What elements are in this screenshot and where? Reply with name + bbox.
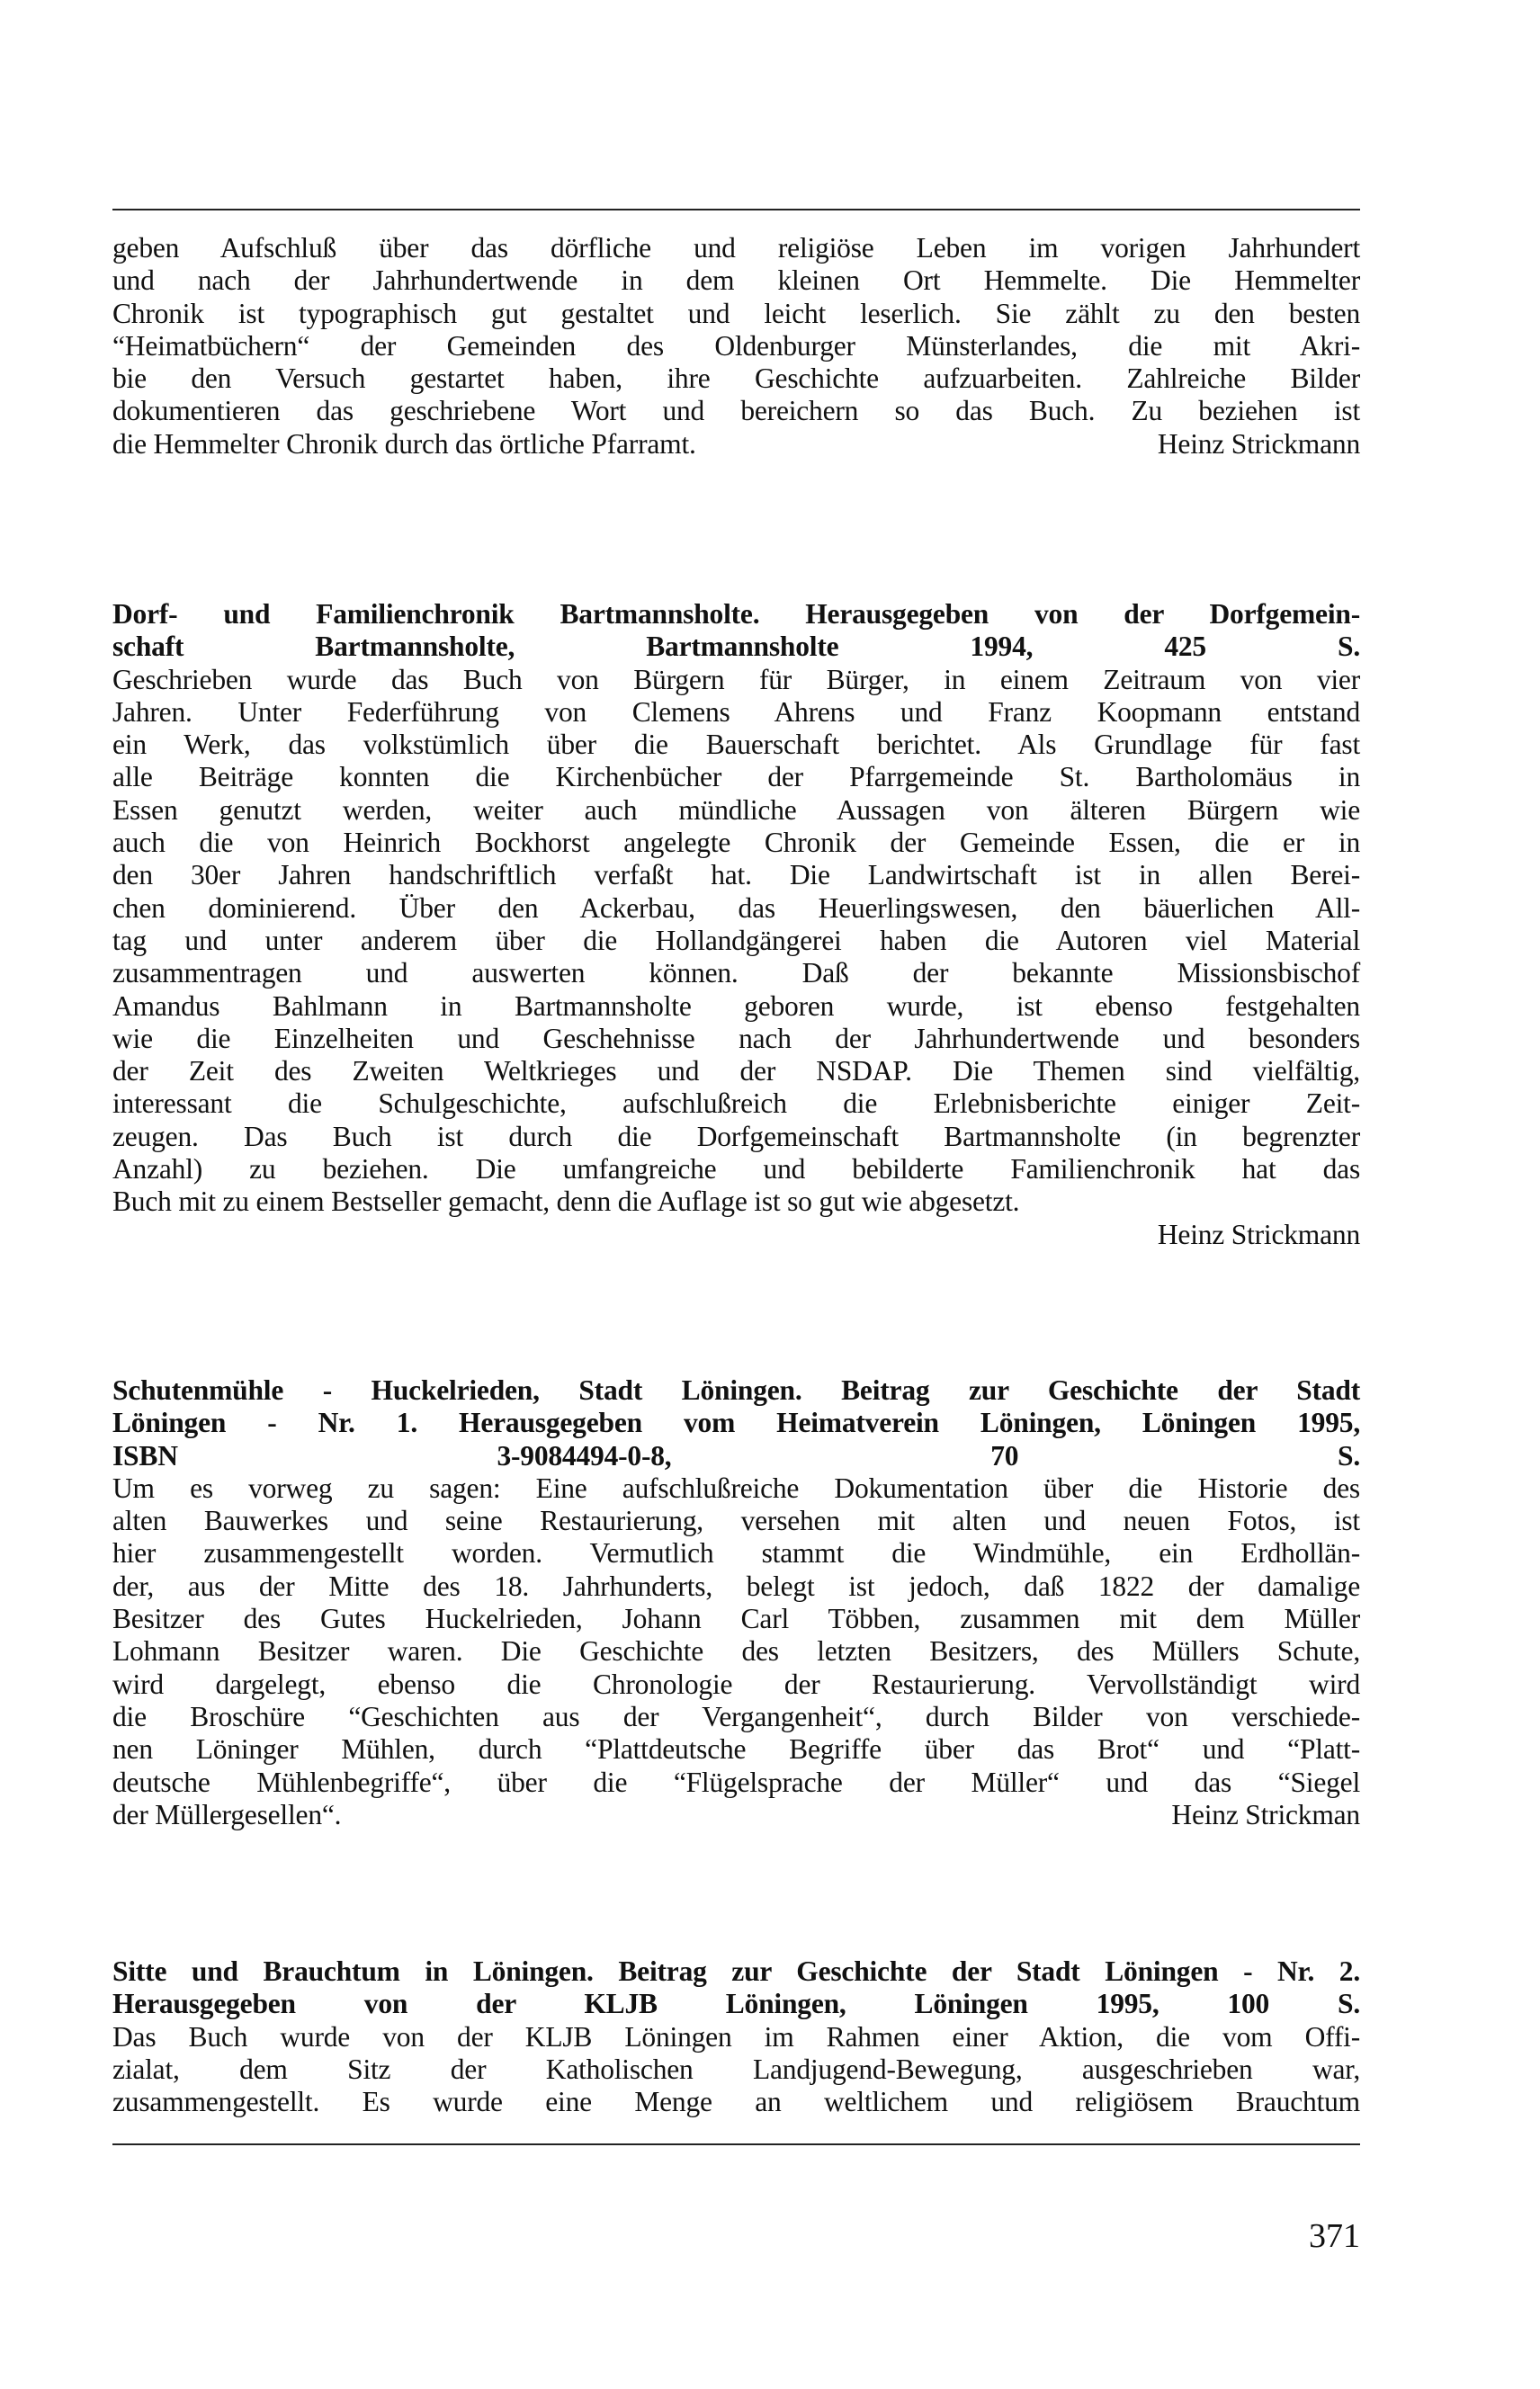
body-line: alle Beiträge konnten die Kirchenbücher der Pfarrgemeinde St. Bartholomäus in — [112, 761, 1360, 793]
body-line: dokumentieren das geschriebene Wort und bereichern so das Buch. Zu beziehen ist — [112, 395, 1360, 427]
body-line: Amandus Bahlmann in Bartmannsholte geboren wurde, ist ebenso festgehalten — [112, 989, 1360, 1022]
heading-line: Sitte und Brauchtum in Löningen. Beitrag zur Geschichte der Stadt Löningen - Nr. 2. — [112, 1955, 1360, 1987]
review-hemmelter-chronik-end — [112, 232, 1360, 461]
author-signature: Heinz Strickmann — [1157, 427, 1360, 460]
heading-line: Schutenmühle - Huckelrieden, Stadt Löningen. Beitrag zur Geschichte der Stadt — [112, 1374, 1360, 1406]
body-line: den 30er Jahren handschriftlich verfaßt hat. Die Landwirtschaft ist in allen Berei- — [112, 859, 1360, 891]
review-bartmannsholte — [112, 598, 1360, 1251]
body-line: Um es vorweg zu sagen: Eine aufschlußreiche Dokumentation über die Historie des — [112, 1472, 1360, 1504]
heading-line: Dorf- und Familienchronik Bartmannsholte. Herausgegeben von der Dorfgemein- — [112, 598, 1360, 630]
body-line: der, aus der Mitte des 18. Jahrhunderts, belegt ist jedoch, daß 1822 der damalige — [112, 1570, 1360, 1602]
body-line: tag und unter anderem über die Hollandgängerei haben die Autoren viel Material — [112, 924, 1360, 956]
body-line: die Broschüre “Geschichten aus der Vergangenheit“, durch Bilder von verschiede- — [112, 1700, 1360, 1732]
body-line-with-signature — [112, 428, 1360, 461]
body-line: auch die von Heinrich Bockhorst angelegte Chronik der Gemeinde Essen, die er in — [112, 827, 1360, 859]
author-signature: Heinz Strickman — [1171, 1798, 1360, 1830]
body-line: “Heimatbüchern“ der Gemeinden des Oldenburger Münsterlandes, die mit Akri- — [112, 329, 1360, 362]
body-line: Buch mit zu einem Bestseller gemacht, denn die Auflage ist so gut wie abgesetzt. — [112, 1186, 1020, 1218]
body-line: deutsche Mühlenbegriffe“, über die “Flügelsprache der Müller“ und das “Siegel — [112, 1766, 1360, 1798]
body-line: zeugen. Das Buch ist durch die Dorfgemeinschaft Bartmannsholte (in begrenzter — [112, 1120, 1360, 1152]
body-line: Essen genutzt werden, weiter auch mündliche Aussagen von älteren Bürgern wie — [112, 793, 1360, 826]
body-line: alten Bauwerkes und seine Restaurierung, versehen mit alten und neuen Fotos, ist — [112, 1505, 1360, 1537]
body-line: ein Werk, das volkstümlich über die Bauerschaft berichtet. Als Grundlage für fast — [112, 729, 1360, 761]
review-schutenmuehle — [112, 1374, 1360, 1831]
body-line: nen Löninger Mühlen, durch “Plattdeutsche Begriffe über das Brot“ und “Platt- — [112, 1733, 1360, 1766]
body-line: wie die Einzelheiten und Geschehnisse nach der Jahrhundertwende und besonders — [112, 1022, 1360, 1054]
body-line: Jahren. Unter Federführung von Clemens Ahrens und Franz Koopmann entstand — [112, 695, 1360, 728]
body-line: chen dominierend. Über den Ackerbau, das Heuerlingswesen, den bäuerlichen All- — [112, 891, 1360, 924]
body-line: Das Buch wurde von der KLJB Löningen im Rahmen einer Aktion, die vom Offi- — [112, 2020, 1360, 2053]
body-line-with-signature — [112, 1799, 1360, 1831]
body-line: der Zeit des Zweiten Weltkrieges und der NSDAP. Die Themen sind vielfältig, — [112, 1055, 1360, 1087]
page-number: 371 — [1309, 2217, 1360, 2255]
author-signature: Heinz Strickmann — [1157, 1218, 1360, 1250]
heading-line: schaft Bartmannsholte, Bartmannsholte 1994, 425 S. — [112, 631, 1360, 663]
heading-line: ISBN 3-9084494-0-8, 70 S. — [112, 1439, 1360, 1472]
body-line: Lohmann Besitzer waren. Die Geschichte des letzten Besitzers, des Müllers Schute, — [112, 1635, 1360, 1668]
body-line: Anzahl) zu beziehen. Die umfangreiche und bebilderte Familienchronik hat das — [112, 1153, 1360, 1186]
review-sitte-brauchtum — [112, 1955, 1360, 2118]
body-line: Chronik ist typographisch gut gestaltet und leicht leserlich. Sie zählt zu den besten — [112, 297, 1360, 329]
body-line: geben Aufschluß über das dörfliche und religiöse Leben im vorigen Jahrhundert — [112, 232, 1360, 264]
heading-line: Herausgegeben von der KLJB Löningen, Löningen 1995, 100 S. — [112, 1988, 1360, 2020]
body-line: wird dargelegt, ebenso die Chronologie der Restaurierung. Vervollständigt wird — [112, 1668, 1360, 1700]
top-rule — [112, 209, 1360, 210]
body-text: die Hemmelter Chronik durch das örtliche Pfarramt. — [112, 427, 696, 460]
body-line: interessant die Schulgeschichte, aufschlußreich die Erlebnisberichte einiger Zeit- — [112, 1087, 1360, 1120]
body-line: zialat, dem Sitz der Katholischen Landjugend-Bewegung, ausgeschrieben war, — [112, 2053, 1360, 2085]
body-line: hier zusammengestellt worden. Vermutlich stammt die Windmühle, ein Erdhollän- — [112, 1537, 1360, 1570]
bottom-rule — [112, 2143, 1360, 2145]
body-line: und nach der Jahrhundertwende in dem kleinen Ort Hemmelte. Die Hemmelter — [112, 264, 1360, 297]
body-line: Besitzer des Gutes Huckelrieden, Johann Carl Többen, zusammen mit dem Müller — [112, 1603, 1360, 1635]
body-line: bie den Versuch gestartet haben, ihre Geschichte aufzuarbeiten. Zahlreiche Bilder — [112, 362, 1360, 395]
body-line: Geschrieben wurde das Buch von Bürgern für Bürger, in einem Zeitraum von vier — [112, 663, 1360, 695]
body-line: zusammengestellt. Es wurde eine Menge an weltlichem und religiösem Brauchtum — [112, 2086, 1360, 2118]
body-line: zusammentragen und auswerten können. Daß der bekannte Missionsbischof — [112, 957, 1360, 989]
heading-line: Löningen - Nr. 1. Herausgegeben vom Heimatverein Löningen, Löningen 1995, — [112, 1407, 1360, 1439]
body-text: der Müllergesellen“. — [112, 1798, 342, 1830]
